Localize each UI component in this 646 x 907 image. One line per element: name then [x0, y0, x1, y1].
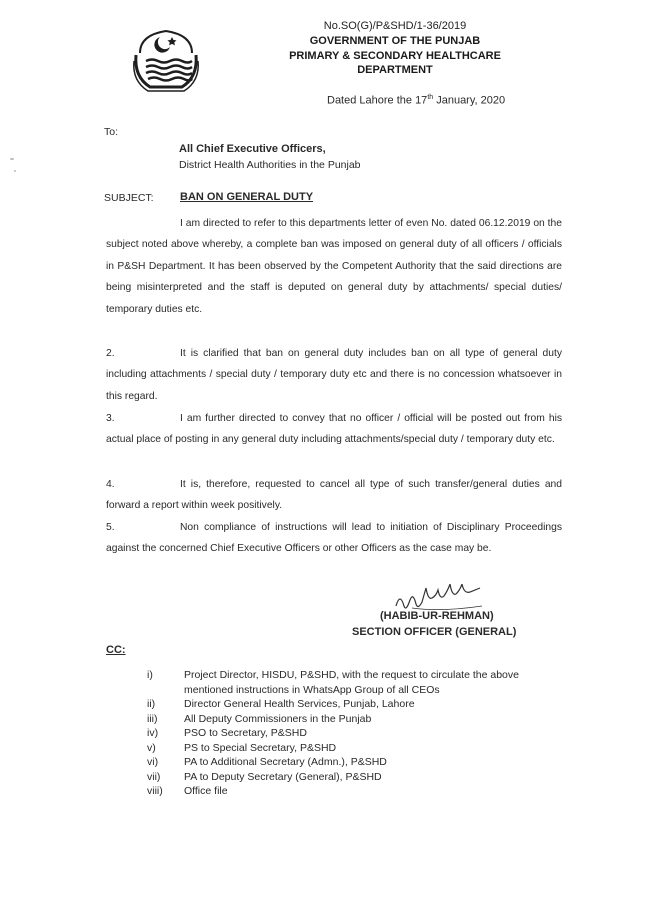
paragraph-2: [106, 343, 562, 407]
cc-item-number: iii): [147, 712, 158, 725]
paragraph-number: 2.: [106, 348, 115, 359]
cc-item-text: All Deputy Commissioners in the Punjab: [184, 712, 372, 725]
date-line: [327, 91, 505, 108]
cc-item-number: iv): [147, 727, 159, 739]
cc-item-text: Director General Health Services, Punjab, Lahore: [184, 698, 415, 710]
paragraph-number: 3.: [106, 413, 115, 424]
reference-number: No.SO(G)/P&SHD/1-36/2019: [323, 20, 467, 32]
paragraph-text: I am further directed to convey that no officer / official will be posted out from his actual place of posting in any general duty including attachments/special duty / temporary duty etc.: [106, 413, 562, 446]
paragraph-4: [106, 474, 562, 517]
paragraph-number: 4.: [106, 479, 115, 490]
paragraph-5: [106, 517, 562, 560]
cc-item: [147, 770, 567, 785]
paragraph-1: [106, 213, 562, 320]
cc-item-text: Project Director, HISDU, P&SHD, with the request to circulate the above mentioned instructions in WhatsApp Group of all CEOs: [184, 669, 519, 696]
cc-item-number: vii): [147, 770, 161, 783]
org-line-2: PRIMARY & SECONDARY HEALTHCARE: [289, 50, 501, 62]
recipient-line-2: District Health Authorities in the Punjab: [179, 159, 361, 171]
paragraph-text: Non compliance of instructions will lead to initiation of Disciplinary Proceedings against the concerned Chief Executive Officers or other Officers as the case may be.: [106, 522, 562, 555]
cc-item: [147, 755, 567, 770]
scan-speck: [14, 170, 16, 172]
cc-item-number: viii): [147, 785, 163, 797]
recipient-title: All Chief Executive Officers,: [179, 143, 326, 155]
date-superscript: th: [427, 94, 434, 101]
government-emblem-logo: [130, 25, 202, 93]
paragraph-3: [106, 408, 562, 451]
cc-item: [147, 668, 567, 697]
date-suffix: January, 2020: [433, 94, 506, 107]
paragraph-text: It is, therefore, requested to cancel all type of such transfer/general duties and forward a report within week positively.: [106, 479, 562, 512]
cc-item-text: PA to Additional Secretary (Admn.), P&SHD: [184, 756, 387, 768]
paragraph-text: It is clarified that ban on general duty includes ban on all type of general duty including attachments / special duty / temporary duty etc and there is no concession whatsoever in this regard.: [106, 348, 562, 402]
cc-item-text: Office file: [184, 785, 228, 797]
signatory-name: (HABIB-UR-REHMAN): [380, 610, 494, 622]
org-line-3: DEPARTMENT: [357, 64, 433, 76]
date-prefix: Dated Lahore the 17: [327, 94, 428, 107]
cc-item-number: v): [147, 741, 156, 754]
subject-text: BAN ON GENERAL DUTY: [180, 191, 314, 203]
cc-item-number: vi): [147, 756, 159, 768]
cc-item-number: i): [147, 669, 153, 681]
scan-speck: [10, 158, 14, 160]
cc-item: [147, 741, 567, 756]
cc-item-text: PSO to Secretary, P&SHD: [184, 727, 307, 739]
cc-item: [147, 784, 567, 799]
cc-list: [147, 668, 567, 799]
cc-item: [147, 726, 567, 741]
paragraph-number: 5.: [106, 522, 115, 533]
subject-label: SUBJECT:: [104, 192, 154, 204]
cc-label: CC:: [106, 644, 126, 656]
cc-item-text: PS to Special Secretary, P&SHD: [184, 741, 337, 754]
org-line-1: GOVERNMENT OF THE PUNJAB: [309, 35, 481, 47]
to-label: To:: [104, 126, 119, 138]
signatory-title: SECTION OFFICER (GENERAL): [352, 626, 517, 638]
cc-item-text: PA to Deputy Secretary (General), P&SHD: [184, 770, 382, 783]
paragraph-text: I am directed to refer to this departments letter of even No. dated 06.12.2019 on the subject noted above whereby, a complete ban was imposed on general duty of all officers / officials in P&SH Department. It has been observed by the Competent Authority that the said directions are being misinterpreted and the staff is deputed on general duty by attachments/ special duties/ temporary duties etc.: [106, 218, 562, 315]
cc-item-number: ii): [147, 698, 156, 710]
cc-item: [147, 712, 567, 727]
cc-item: [147, 697, 567, 712]
